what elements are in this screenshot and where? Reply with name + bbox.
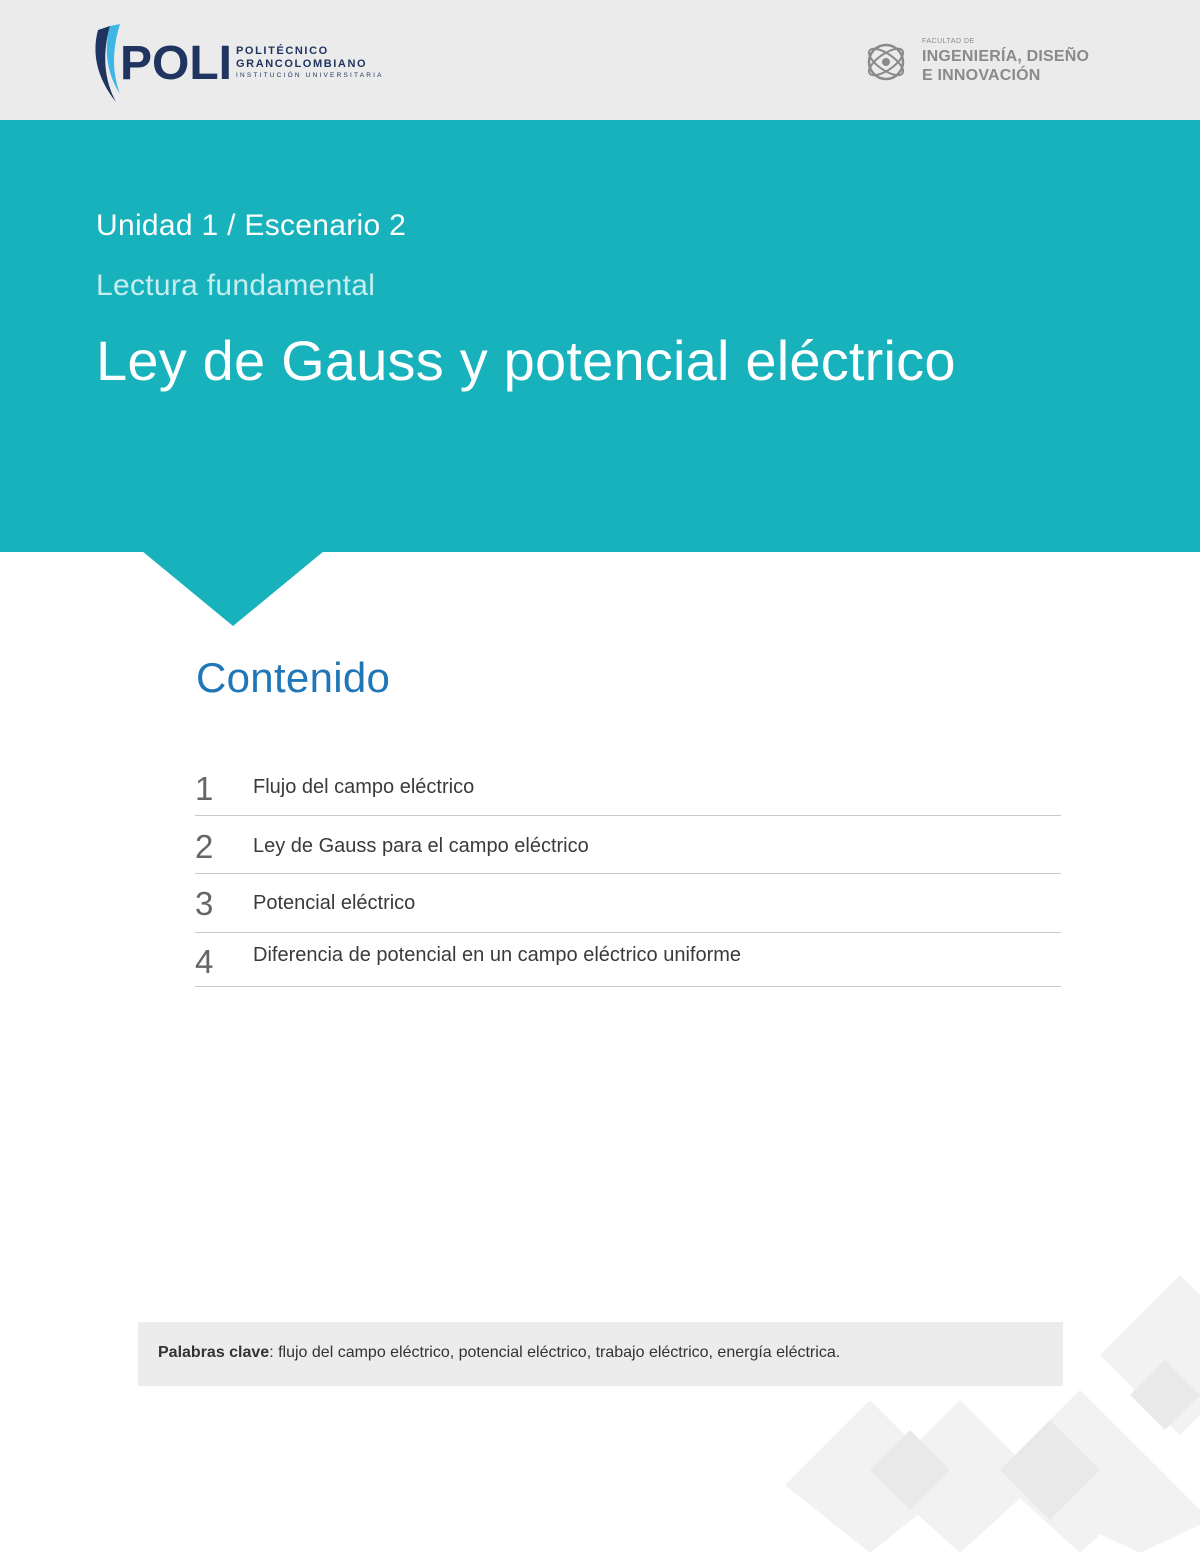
keywords-label: Palabras clave <box>158 1344 270 1361</box>
toc-item[interactable] <box>195 874 1061 933</box>
keywords-text <box>158 1344 840 1362</box>
toc-item-label: Ley de Gauss para el campo eléctrico <box>253 835 589 857</box>
toc-item-number: 4 <box>195 943 214 980</box>
poli-line-3: INSTITUCIÓN UNIVERSITARIA <box>236 72 384 79</box>
poli-wordmark: POLI <box>120 37 233 90</box>
table-of-contents <box>195 760 1061 987</box>
faculty-prefix: FACULTAD DE <box>922 38 975 45</box>
toc-item-number: 3 <box>195 885 214 922</box>
poli-line-1: POLITÉCNICO <box>236 45 329 57</box>
toc-item-number: 1 <box>195 770 214 807</box>
toc-item-label: Potencial eléctrico <box>253 892 416 914</box>
faculty-name-line-2: E INNOVACIÓN <box>922 67 1041 84</box>
toc-item[interactable] <box>195 816 1061 874</box>
keywords-box <box>138 1322 1063 1386</box>
toc-item-label: Flujo del campo eléctrico <box>253 776 475 798</box>
toc-item-number: 2 <box>195 828 214 865</box>
keywords-list: : flujo del campo eléctrico, potencial eléctrico, trabajo eléctrico, energía eléctrica. <box>269 1344 841 1361</box>
page-title: Ley de Gauss y potencial eléctrico <box>96 329 956 392</box>
poli-line-2: GRANCOLOMBIANO <box>236 58 368 70</box>
faculty-name-line-1: INGENIERÍA, DISEÑO <box>922 48 1090 65</box>
toc-item-label: Diferencia de potencial en un campo eléctrico uniforme <box>253 944 742 966</box>
toc-item[interactable] <box>195 760 1061 816</box>
toc-item[interactable] <box>195 933 1061 987</box>
unit-scenario-label: Unidad 1 / Escenario 2 <box>96 209 407 242</box>
reading-type-label: Lectura fundamental <box>96 269 376 302</box>
contents-heading: Contenido <box>196 654 391 701</box>
